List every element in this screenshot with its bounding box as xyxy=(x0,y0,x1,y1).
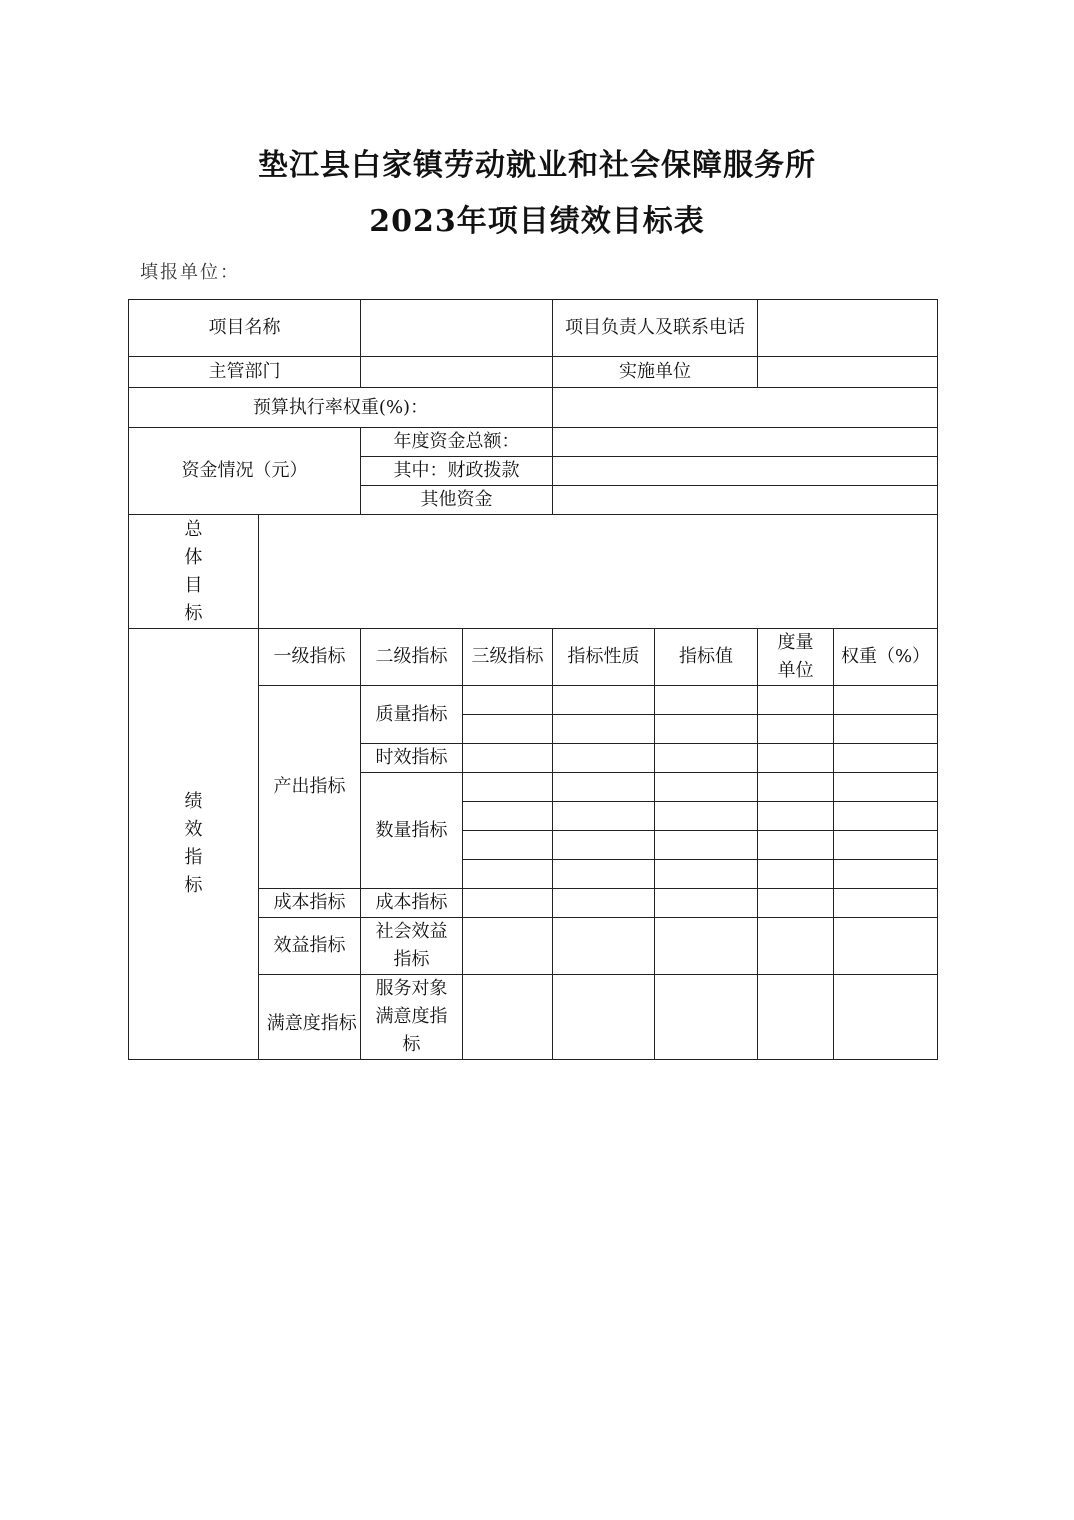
cell[interactable] xyxy=(655,831,758,860)
timeliness-indicator-label: 时效指标 xyxy=(361,744,463,773)
project-name-value[interactable] xyxy=(361,300,553,357)
cell[interactable] xyxy=(758,860,834,889)
quality-indicator-label: 质量指标 xyxy=(361,686,463,744)
cost-indicator-l2-label: 成本指标 xyxy=(361,889,463,918)
output-indicator-label: 产出指标 xyxy=(259,686,361,889)
cell[interactable] xyxy=(758,686,834,715)
cell[interactable] xyxy=(553,773,655,802)
cost-indicator-l1-label: 成本指标 xyxy=(259,889,361,918)
cell[interactable] xyxy=(758,773,834,802)
cell[interactable] xyxy=(758,802,834,831)
project-leader-label: 项目负责人及联系电话 xyxy=(553,300,758,357)
cell[interactable] xyxy=(463,715,553,744)
cell[interactable] xyxy=(463,860,553,889)
cell[interactable] xyxy=(655,802,758,831)
header-value: 指标值 xyxy=(655,629,758,686)
cell[interactable] xyxy=(553,889,655,918)
other-funds-value[interactable] xyxy=(553,486,938,515)
header-unit: 度量单位 xyxy=(758,629,834,686)
cell[interactable] xyxy=(834,744,938,773)
funds-label: 资金情况（元） xyxy=(129,428,361,515)
impl-unit-label: 实施单位 xyxy=(553,357,758,388)
overall-goal-value[interactable] xyxy=(259,515,938,629)
cell[interactable] xyxy=(463,831,553,860)
header-level2: 二级指标 xyxy=(361,629,463,686)
cell[interactable] xyxy=(463,802,553,831)
other-funds-label: 其他资金 xyxy=(361,486,553,515)
fill-unit-label: 填报单位： xyxy=(140,262,240,283)
budget-rate-label: 预算执行率权重(%)： xyxy=(129,388,553,428)
cell[interactable] xyxy=(758,744,834,773)
cell[interactable] xyxy=(553,802,655,831)
project-name-label: 项目名称 xyxy=(129,300,361,357)
cell[interactable] xyxy=(553,860,655,889)
cell[interactable] xyxy=(834,918,938,975)
header-level3: 三级指标 xyxy=(463,629,553,686)
satisfaction-indicator-label: 满意度指标 xyxy=(259,975,361,1060)
social-benefit-indicator-label: 社会效益指标 xyxy=(361,918,463,975)
perf-indicator-label: 绩效指标 xyxy=(129,629,259,1060)
cell[interactable] xyxy=(758,831,834,860)
cell[interactable] xyxy=(834,860,938,889)
cell[interactable] xyxy=(758,889,834,918)
cell[interactable] xyxy=(553,831,655,860)
annual-total-value[interactable] xyxy=(553,428,938,457)
impl-unit-value[interactable] xyxy=(758,357,938,388)
cell[interactable] xyxy=(463,773,553,802)
fiscal-label: 其中：财政拨款 xyxy=(361,457,553,486)
cell[interactable] xyxy=(655,889,758,918)
cell[interactable] xyxy=(834,773,938,802)
header-weight: 权重（%） xyxy=(834,629,938,686)
cell[interactable] xyxy=(834,686,938,715)
service-satisfaction-indicator-label: 服务对象满意度指标 xyxy=(361,975,463,1060)
budget-rate-value[interactable] xyxy=(553,388,938,428)
cell[interactable] xyxy=(655,860,758,889)
benefit-indicator-label: 效益指标 xyxy=(259,918,361,975)
cell[interactable] xyxy=(655,975,758,1060)
dept-value[interactable] xyxy=(361,357,553,388)
cell[interactable] xyxy=(553,918,655,975)
cell[interactable] xyxy=(463,686,553,715)
cell[interactable] xyxy=(553,686,655,715)
cell[interactable] xyxy=(463,889,553,918)
dept-label: 主管部门 xyxy=(129,357,361,388)
cell[interactable] xyxy=(834,715,938,744)
cell[interactable] xyxy=(463,975,553,1060)
document-title-line2: 2023年项目绩效目标表 xyxy=(369,204,705,239)
header-level1: 一级指标 xyxy=(259,629,361,686)
document-title-line1: 垫江县白家镇劳动就业和社会保障服务所 xyxy=(258,148,816,183)
cell[interactable] xyxy=(655,715,758,744)
cell[interactable] xyxy=(834,889,938,918)
cell[interactable] xyxy=(655,773,758,802)
cell[interactable] xyxy=(758,715,834,744)
cell[interactable] xyxy=(553,975,655,1060)
cell[interactable] xyxy=(655,744,758,773)
project-leader-value[interactable] xyxy=(758,300,938,357)
overall-goal-label: 总体目标 xyxy=(129,515,259,629)
cell[interactable] xyxy=(758,975,834,1060)
header-nature: 指标性质 xyxy=(553,629,655,686)
cell[interactable] xyxy=(463,744,553,773)
cell[interactable] xyxy=(463,918,553,975)
cell[interactable] xyxy=(758,918,834,975)
cell[interactable] xyxy=(834,975,938,1060)
performance-target-table xyxy=(128,299,938,1060)
cell[interactable] xyxy=(655,918,758,975)
cell[interactable] xyxy=(553,744,655,773)
cell[interactable] xyxy=(834,831,938,860)
fiscal-value[interactable] xyxy=(553,457,938,486)
cell[interactable] xyxy=(553,715,655,744)
annual-total-label: 年度资金总额： xyxy=(361,428,553,457)
quantity-indicator-label: 数量指标 xyxy=(361,773,463,889)
cell[interactable] xyxy=(834,802,938,831)
cell[interactable] xyxy=(655,686,758,715)
